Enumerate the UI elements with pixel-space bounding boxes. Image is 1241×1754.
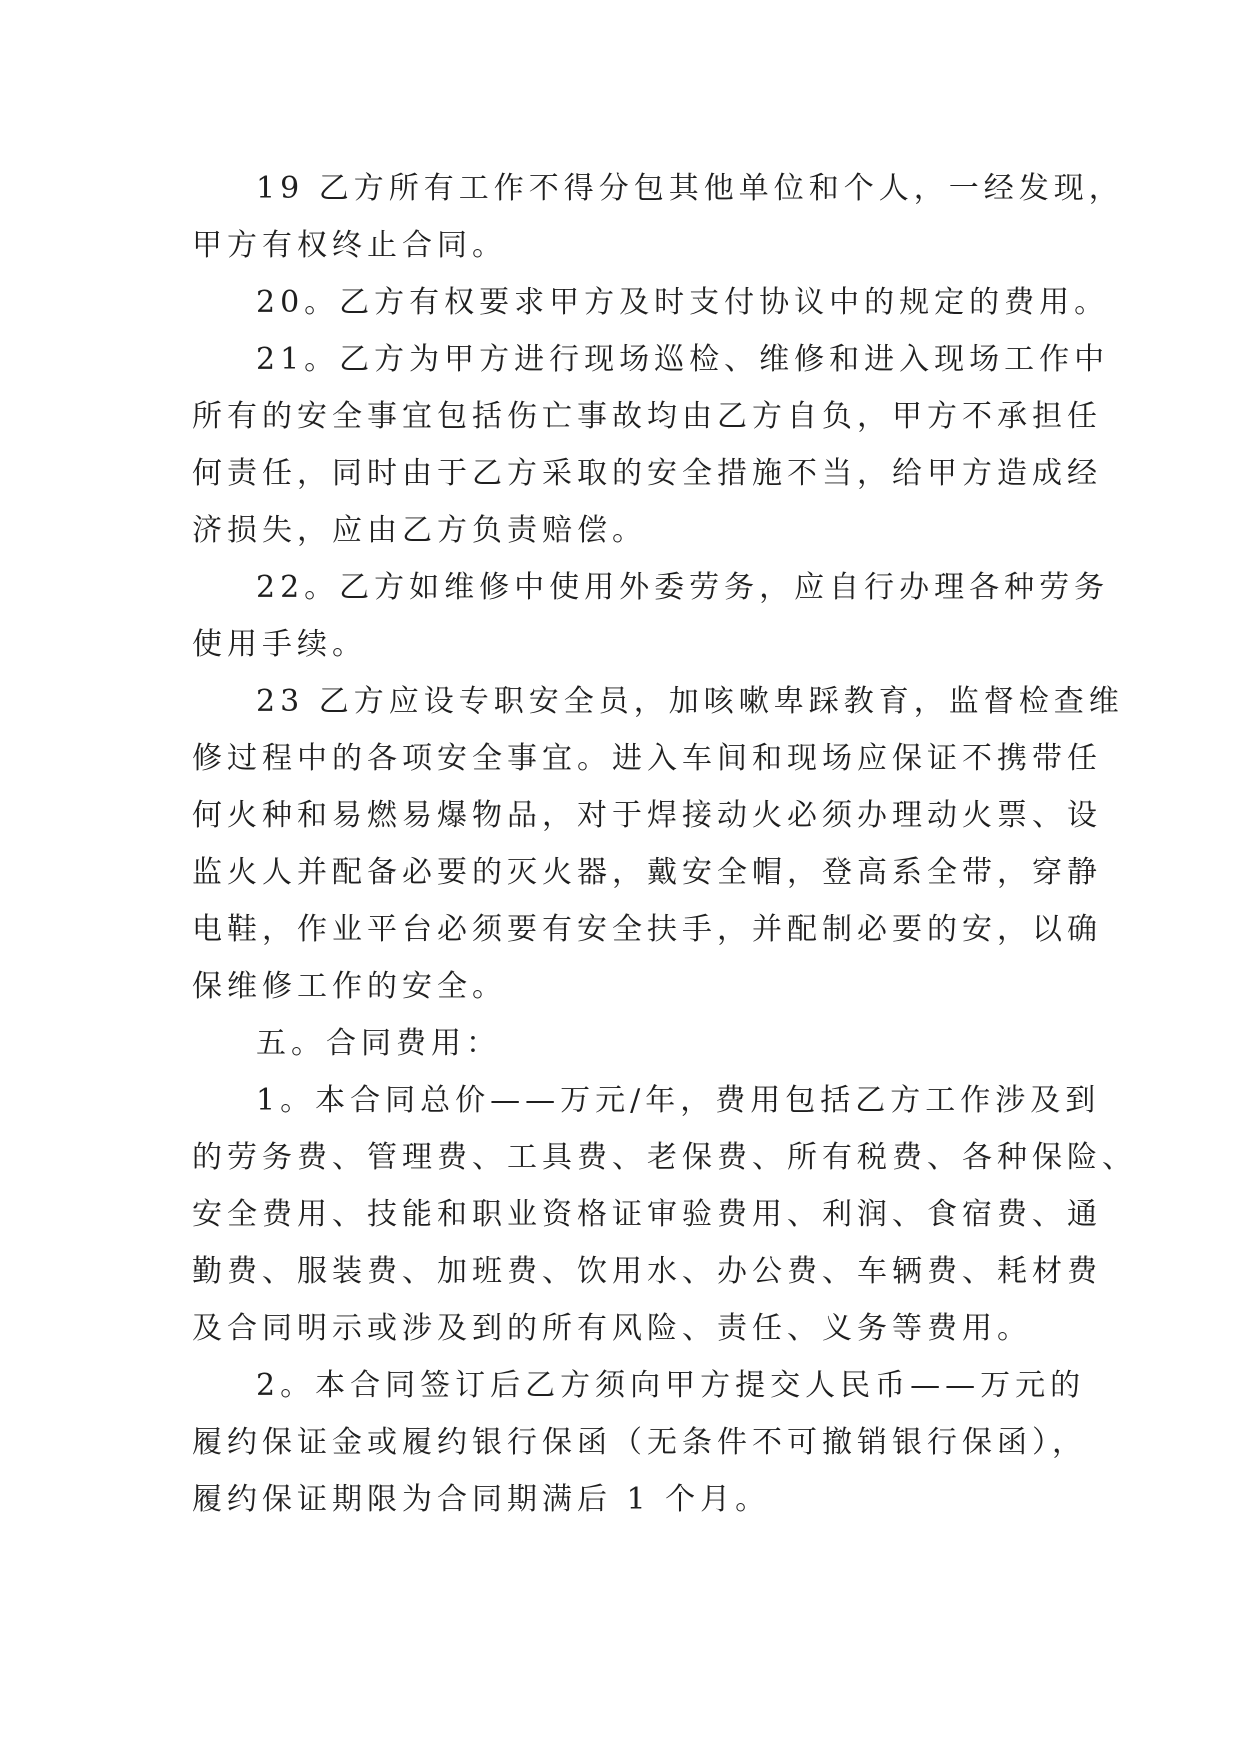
text-line: 使用手续。 (192, 627, 367, 662)
text-line: 何责任，同时由于乙方采取的安全措施不当，给甲方造成经 (192, 456, 1102, 491)
text-line: 22。乙方如维修中使用外委劳务，应自行办理各种劳务 (256, 570, 1110, 605)
text-line: 监火人并配备必要的灭火器，戴安全帽，登高系全带，穿静 (192, 855, 1102, 890)
text-line: 1。本合同总价——万元/年，费用包括乙方工作涉及到 (256, 1083, 1101, 1118)
text-line: 的劳务费、管理费、工具费、老保费、所有税费、各种保险、 (192, 1140, 1137, 1175)
text-line: 及合同明示或涉及到的所有风险、责任、义务等费用。 (192, 1311, 1032, 1346)
text-line: 20。乙方有权要求甲方及时支付协议中的规定的费用。 (256, 285, 1110, 320)
section-heading: 五。合同费用： (256, 1026, 501, 1061)
text-line: 2。本合同签订后乙方须向甲方提交人民币——万元的 (256, 1368, 1086, 1403)
text-line: 所有的安全事宜包括伤亡事故均由乙方自负，甲方不承担任 (192, 399, 1102, 434)
text-line: 济损失，应由乙方负责赔偿。 (192, 513, 647, 548)
text-line: 电鞋，作业平台必须要有安全扶手，并配制必要的安，以确 (192, 912, 1102, 947)
text-line: 保维修工作的安全。 (192, 969, 507, 1004)
text-line: 甲方有权终止合同。 (192, 228, 507, 263)
text-line: 何火种和易燃易爆物品，对于焊接动火必须办理动火票、设 (192, 798, 1102, 833)
text-line: 21。乙方为甲方进行现场巡检、维修和进入现场工作中 (256, 342, 1110, 377)
text-line: 23 乙方应设专职安全员，加咳嗽卑踩教育，监督检查维 (256, 684, 1124, 719)
text-line: 安全费用、技能和职业资格证审验费用、利润、食宿费、通 (192, 1197, 1102, 1232)
text-line: 履约保证期限为合同期满后 1 个月。 (192, 1482, 771, 1517)
text-line: 履约保证金或履约银行保函（无条件不可撤销银行保函）， (192, 1425, 1087, 1460)
text-line: 勤费、服装费、加班费、饮用水、办公费、车辆费、耗材费 (192, 1254, 1102, 1289)
text-line: 19 乙方所有工作不得分包其他单位和个人，一经发现， (256, 171, 1124, 206)
document-body (192, 160, 1137, 1528)
text-line: 修过程中的各项安全事宜。进入车间和现场应保证不携带任 (192, 741, 1102, 776)
